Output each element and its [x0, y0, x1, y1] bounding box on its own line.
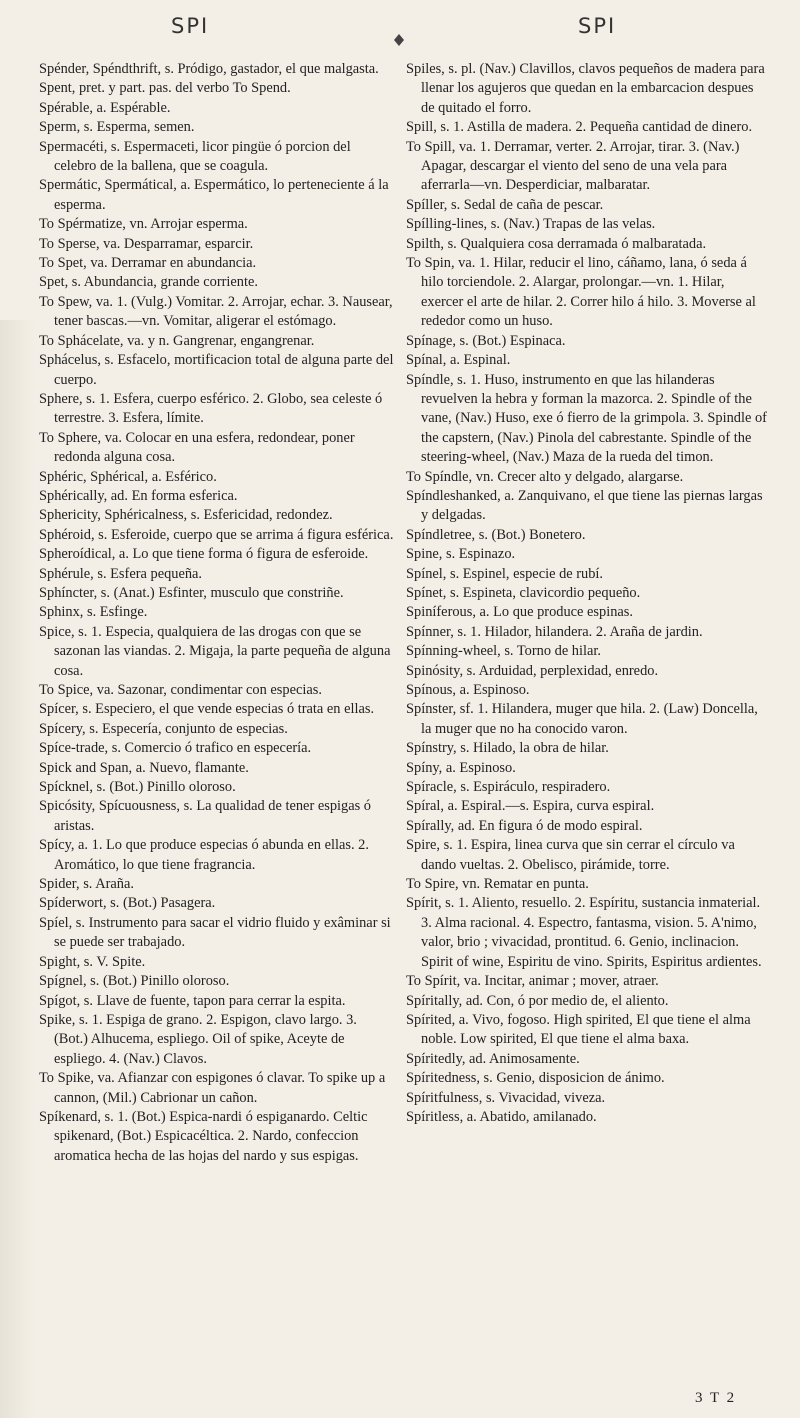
dictionary-entry: Sperm, s. Esperma, semen.	[39, 119, 195, 136]
dictionary-entry: Spíndle, s. 1. Huso, instrumento en que las hilanderas revuelven la hebra y forman la mazorca. 2. Spindle of the vane, (Nav.) Huso, exe ó fierro de la grimpola. 3. Spindle of the capstern, (Nav.) Pinola del cabrestante. Spindle of the steering-wheel, (Nav.) Maza de la rueda del timon.	[406, 371, 767, 466]
dictionary-entry: Sphácelus, s. Esfacelo, mortificacion total de alguna parte del cuerpo.	[39, 352, 394, 388]
dictionary-entry: Spíritally, ad. Con, ó por medio de, el aliento.	[406, 992, 669, 1009]
dictionary-entry: To Sphácelate, va. y n. Gangrenar, engangrenar.	[39, 332, 315, 349]
dictionary-entry: Sphericity, Sphéricalness, s. Esfericidad, redondez.	[39, 507, 333, 524]
dictionary-entry: Spílling-lines, s. (Nav.) Trapas de las velas.	[406, 216, 656, 233]
dictionary-entry: Spícer, s. Especiero, el que vende especias ó trata en ellas.	[39, 701, 375, 718]
dictionary-entry: Spínal, a. Espinal.	[406, 352, 511, 369]
header-right: SPI	[578, 14, 617, 38]
dictionary-entry: Spínous, a. Espinoso.	[406, 682, 530, 698]
dictionary-entry: Spíracle, s. Espiráculo, respiradero.	[406, 779, 611, 796]
page-gutter-shadow	[0, 320, 34, 1418]
diamond-ornament-icon	[392, 33, 406, 47]
dictionary-entry: Spermátic, Spermátical, a. Espermático, lo perteneciente á la esperma.	[39, 177, 389, 213]
dictionary-entry: Spheroídical, a. Lo que tiene forma ó figura de esferoide.	[39, 546, 369, 563]
dictionary-entry: Spice, s. 1. Especia, qualquiera de las drogas con que se sazonan las viandas. 2. Migaja, la parte pequeña de alguna cosa.	[39, 623, 391, 679]
dictionary-entry: Spíndletree, s. (Bot.) Bonetero.	[406, 526, 586, 543]
dictionary-entry: To Spill, va. 1. Derramar, verter. 2. Arrojar, tirar. 3. (Nav.) Apagar, descargar el viento del seno de una vela para aferrarla—vn. Desperdiciar, malbaratar.	[406, 138, 740, 194]
dictionary-entry: To Spice, va. Sazonar, condimentar con especias.	[39, 682, 322, 698]
dictionary-entry: Spíny, a. Espinoso.	[406, 759, 516, 776]
dictionary-entry: Spet, s. Abundancia, grande corriente.	[39, 274, 258, 291]
dictionary-entry: To Spike, va. Afianzar con espigones ó clavar. To spike up a cannon, (Mil.) Cabrionar un cañon.	[39, 1070, 386, 1106]
dictionary-entry: To Spire, vn. Rematar en punta.	[406, 876, 589, 893]
dictionary-entry: Spírited, a. Vivo, fogoso. High spirited, El que tiene el alma noble. Low spirited, El que tiene el alma baxa.	[406, 1011, 751, 1048]
dictionary-entry: Spíndleshanked, a. Zanquivano, el que tiene las piernas largas y delgadas.	[406, 487, 763, 524]
dictionary-entry: Spíritfulness, s. Vivacidad, viveza.	[406, 1089, 606, 1106]
dictionary-entry: Sphinx, s. Esfinge.	[39, 604, 148, 621]
dictionary-entry: Spíce-trade, s. Comercio ó trafico en especería.	[39, 740, 312, 757]
dictionary-entry: To Spíndle, vn. Crecer alto y delgado, alargarse.	[406, 468, 684, 485]
dictionary-entry: Spícy, a. 1. Lo que produce especias ó abunda en ellas. 2. Aromático, lo que tiene fragrancia.	[39, 837, 369, 873]
dictionary-entry: Spírally, ad. En figura ó de modo espiral.	[406, 817, 643, 834]
dictionary-entry: Spírit, s. 1. Aliento, resuello. 2. Espíritu, sustancia inmaterial. 3. Alma racional. 4. Espectro, fantasma, vision. 5. A'nimo, valor, brio ; vivacidad, prontitud. 6. Genio, inclinacion. Spirit of wine, Espiritu de vino. Spirits, Espiritus ardientes.	[406, 895, 762, 970]
right-column	[406, 60, 768, 1127]
dictionary-entry: Spiles, s. pl. (Nav.) Clavillos, clavos pequeños de madera para llenar los agujeros que quedan en la embarcacion despues de quitado el forro.	[406, 61, 765, 116]
left-column	[39, 60, 394, 1166]
dictionary-entry: Sphíncter, s. (Anat.) Esfinter, musculo que constriñe.	[39, 584, 344, 601]
dictionary-entry: Spiníferous, a. Lo que produce espinas.	[406, 604, 633, 621]
dictionary-entry: Spider, s. Araña.	[39, 876, 134, 893]
dictionary-entry: Spénder, Spéndthrift, s. Pródigo, gastador, el que malgasta.	[39, 61, 379, 77]
dictionary-entry: Spínner, s. 1. Hilador, hilandera. 2. Araña de jardin.	[406, 623, 703, 640]
dictionary-entry: Spícery, s. Especería, conjunto de especias.	[39, 720, 288, 737]
dictionary-entry: Sphéroid, s. Esferoide, cuerpo que se arrima á figura esférica.	[39, 526, 394, 543]
dictionary-entry: Spermacéti, s. Espermaceti, licor pingüe ó porcion del celebro de la ballena, que se coagula.	[39, 138, 351, 175]
dictionary-entry: Spight, s. V. Spite.	[39, 953, 146, 970]
dictionary-entry: Spíderwort, s. (Bot.) Pasagera.	[39, 895, 216, 912]
dictionary-entry: To Sperse, va. Desparramar, esparcir.	[39, 235, 254, 252]
dictionary-entry: Spíritedly, ad. Animosamente.	[406, 1050, 580, 1067]
dictionary-entry: Sphéric, Sphérical, a. Esférico.	[39, 468, 217, 485]
dictionary-entry: Spire, s. 1. Espira, linea curva que sin cerrar el círculo va dando vueltas. 2. Obelisco, pirámide, torre.	[406, 837, 735, 873]
dictionary-entry: Spígot, s. Llave de fuente, tapon para cerrar la espita.	[39, 992, 346, 1009]
dictionary-entry: Spill, s. 1. Astilla de madera. 2. Pequeña cantidad de dinero.	[406, 119, 753, 136]
dictionary-entry: To Spew, va. 1. (Vulg.) Vomitar. 2. Arrojar, echar. 3. Nausear, tener bascas.—vn. Vomitar, aligerar el estómago.	[39, 293, 393, 330]
dictionary-entry: Spick and Span, a. Nuevo, flamante.	[39, 759, 249, 776]
dictionary-entry: To Spérmatize, vn. Arrojar esperma.	[39, 216, 248, 233]
dictionary-entry: Spent, pret. y part. pas. del verbo To Spend.	[39, 80, 291, 97]
dictionary-entry: Spíritless, a. Abatido, amilanado.	[406, 1108, 597, 1125]
dictionary-entry: Spinósity, s. Arduidad, perplexidad, enredo.	[406, 662, 659, 679]
header-left: SPI	[171, 14, 210, 38]
dictionary-entry: Spígnel, s. (Bot.) Pinillo oloroso.	[39, 973, 230, 990]
dictionary-entry: Spínning-wheel, s. Torno de hilar.	[406, 643, 601, 660]
dictionary-entry: Sphere, s. 1. Esfera, cuerpo esférico. 2. Globo, sea celeste ó terrestre. 3. Esfera, límite.	[39, 390, 383, 427]
dictionary-entry: Spíral, a. Espiral.—s. Espira, curva espiral.	[406, 798, 655, 815]
dictionary-entry: Spínster, sf. 1. Hilandera, muger que hila. 2. (Law) Doncella, la muger que no ha conocido varon.	[406, 701, 758, 737]
dictionary-entry: To Spet, va. Derramar en abundancia.	[39, 255, 257, 272]
dictionary-entry: Spínstry, s. Hilado, la obra de hilar.	[406, 740, 609, 757]
dictionary-entry: Spíritedness, s. Genio, disposicion de ánimo.	[406, 1070, 665, 1087]
dictionary-entry: Spícknel, s. (Bot.) Pinillo oloroso.	[39, 779, 236, 796]
dictionary-entry: Spilth, s. Qualquiera cosa derramada ó malbaratada.	[406, 235, 707, 252]
dictionary-entry: Spínel, s. Espinel, especie de rubí.	[406, 565, 604, 582]
dictionary-entry: Spicósity, Spícuousness, s. La qualidad de tener espigas ó aristas.	[39, 798, 371, 834]
dictionary-entry: Spíkenard, s. 1. (Bot.) Espica-nardi ó espiganardo. Celtic spikenard, (Bot.) Espicacéltica. 2. Nardo, confeccion aromatica hecha de las hojas del nardo y sus espigas.	[39, 1108, 368, 1164]
dictionary-entry: Spínage, s. (Bot.) Espinaca.	[406, 332, 566, 349]
dictionary-entry: Sphérically, ad. En forma esferica.	[39, 487, 238, 504]
dictionary-entry: Sphérule, s. Esfera pequeña.	[39, 565, 203, 582]
page-signature: 3 T 2	[695, 1390, 737, 1406]
dictionary-entry: Spíel, s. Instrumento para sacar el vidrio fluido y exâminar si se puede ser trabajado.	[39, 914, 391, 951]
dictionary-entry: To Sphere, va. Colocar en una esfera, redondear, poner redonda alguna cosa.	[39, 429, 355, 466]
dictionary-entry: To Spin, va. 1. Hilar, reducir el lino, cáñamo, lana, ó seda á hilo torciendole. 2. Alargar, prolongar.—vn. 1. Hilar, exercer el arte de hilar. 2. Correr hilo á hilo. 3. Moverse al rededor como un huso.	[406, 255, 756, 330]
dictionary-entry: Spérable, a. Espérable.	[39, 99, 171, 116]
dictionary-entry: To Spírit, va. Incitar, animar ; mover, atraer.	[406, 973, 659, 990]
dictionary-entry: Spike, s. 1. Espiga de grano. 2. Espigon, clavo largo. 3. (Bot.) Alhucema, espliego. Oil of spike, Aceyte de espliego. 4. (Nav.) Clavos.	[39, 1011, 357, 1067]
dictionary-entry: Spíller, s. Sedal de caña de pescar.	[406, 196, 604, 213]
dictionary-entry: Spínet, s. Espineta, clavicordio pequeño.	[406, 584, 641, 601]
dictionary-entry: Spine, s. Espinazo.	[406, 546, 516, 563]
